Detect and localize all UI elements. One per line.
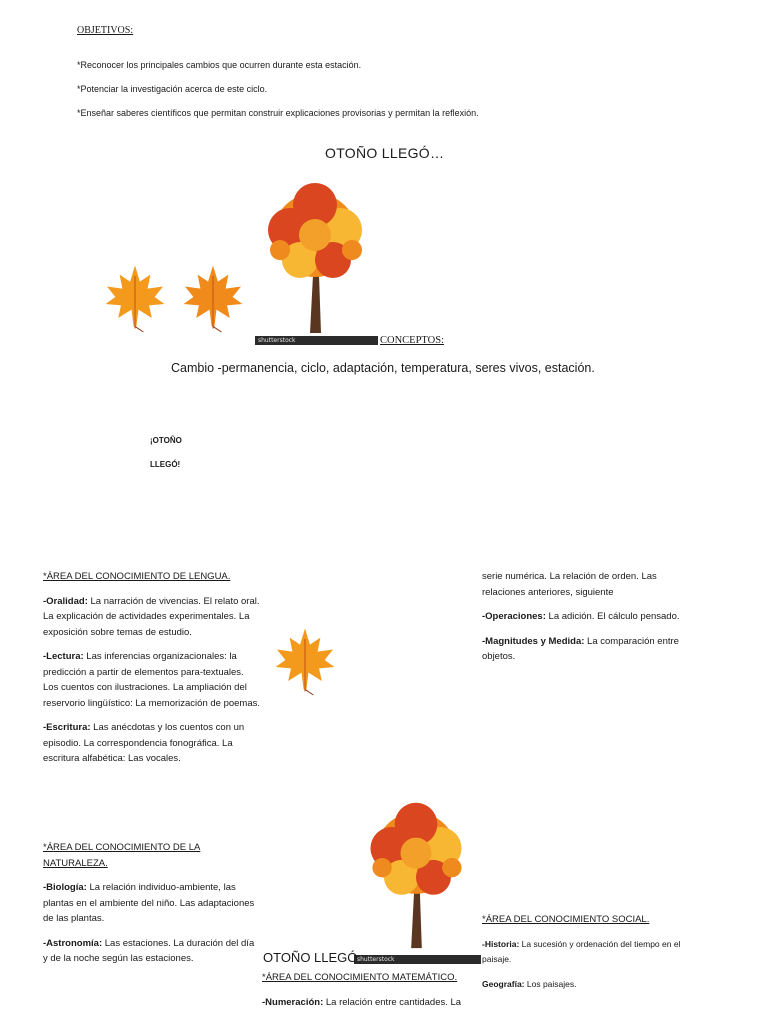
lengua-item: -Escritura: Las anécdotas y los cuentos con un episodio. La correspondencia fonográfica. La escritura alfabética: Las vocales. <box>43 722 245 764</box>
page-title: OTOÑO LLEGÓ… <box>325 145 445 161</box>
lengua-heading: *ÁREA DEL CONOCIMIENTO DE LENGUA. <box>43 571 231 582</box>
social-item: Geografía: Los paisajes. <box>482 978 577 989</box>
naturaleza-section <box>43 840 261 976</box>
objective-item: *Reconocer los principales cambios que ocurren durante esta estación. <box>77 60 362 70</box>
conceptos-text: Cambio -permanencia, ciclo, adaptación, temperatura, seres vivos, estación. <box>171 361 595 375</box>
maple-leaf-icon <box>270 624 340 696</box>
lengua-item: -Lectura: Las inferencias organizacionales: la predicción a partir de elementos para-textuales. Los cuentos con ilustraciones. La ampliación del reservorio lingüístico: La memorización de poemas. <box>43 651 261 709</box>
autumn-tree-icon <box>255 175 375 335</box>
watermark-bar: shutterstock <box>354 955 481 964</box>
exclaim-line-1: ¡OTOÑO <box>150 436 182 445</box>
autumn-tree-icon <box>356 795 476 950</box>
maple-leaf-icon <box>178 262 248 332</box>
title-secondary: OTOÑO LLEGÓ <box>263 950 358 965</box>
matematico-item: -Numeración: La relación entre cantidades. La <box>262 996 462 1008</box>
matematico-item: -Operaciones: La adición. El cálculo pensado. <box>482 611 680 622</box>
social-section <box>482 912 702 1001</box>
matematico-item: -Magnitudes y Medida: La comparación entre objetos. <box>482 635 679 662</box>
matematico-heading: *ÁREA DEL CONOCIMIENTO MATEMÁTICO. <box>262 972 458 983</box>
watermark-bar: shutterstock <box>255 336 378 345</box>
matematico-section <box>262 970 477 1019</box>
objectives-heading: OBJETIVOS: <box>77 25 134 36</box>
maple-leaf-icon <box>100 262 170 332</box>
social-item: -Historia: La sucesión y ordenación del tiempo en el paisaje. <box>482 938 681 964</box>
matematico-intro: serie numérica. La relación de orden. Las relaciones anteriores, siguiente <box>482 571 657 598</box>
naturaleza-heading: *ÁREA DEL CONOCIMIENTO DE LA NATURALEZA. <box>43 842 201 869</box>
conceptos-heading: CONCEPTOS: <box>380 335 444 346</box>
naturaleza-item: -Astronomía: Las estaciones. La duración del día y de la noche según las estaciones. <box>43 937 255 964</box>
social-heading: *ÁREA DEL CONOCIMIENTO SOCIAL. <box>482 914 650 925</box>
lengua-section <box>43 569 261 776</box>
objective-item: *Potenciar la investigación acerca de este ciclo. <box>77 84 268 94</box>
matematico-continued <box>482 569 702 674</box>
exclaim-line-2: LLEGÓ! <box>150 460 181 469</box>
naturaleza-item: -Biología: La relación individuo-ambiente, las plantas en el ambiente del niño. Las adaptaciones de las plantas. <box>43 882 255 924</box>
objective-item: *Enseñar saberes científicos que permitan construir explicaciones provisorias y permitan la reflexión. <box>77 108 479 118</box>
lengua-item: -Oralidad: La narración de vivencias. El relato oral. La explicación de actividades experimentales. La exposición sobre temas de estudio. <box>43 595 260 638</box>
